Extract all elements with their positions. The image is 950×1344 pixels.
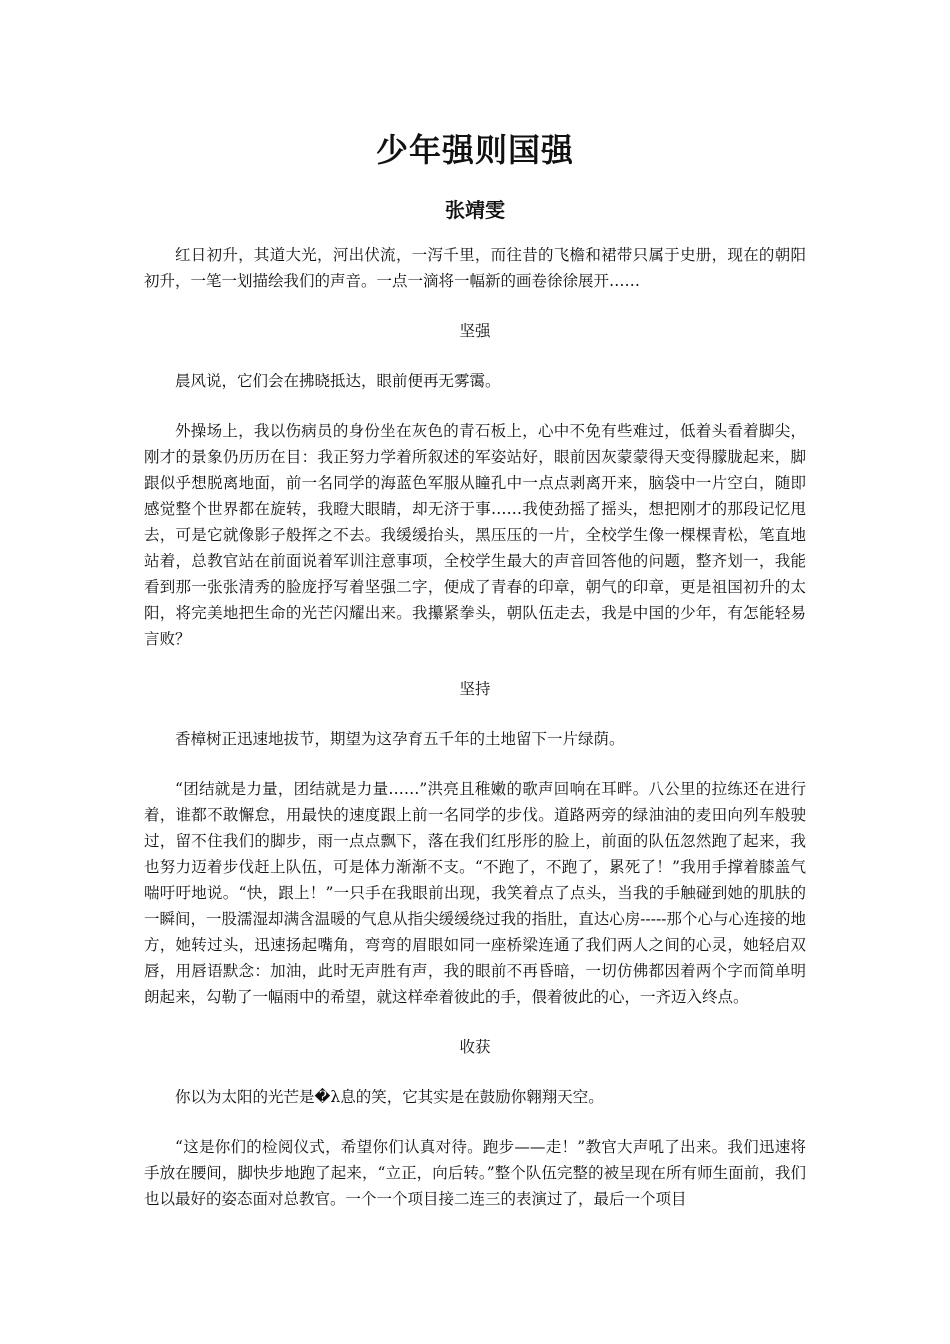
section-heading-shouhuo: 收获 bbox=[459, 1038, 491, 1056]
document-author: 张靖雯 bbox=[445, 198, 505, 222]
paragraph: 外操场上，我以伤病员的身份坐在灰色的青石板上，心中不免有些难过，低着头看着脚尖，刚才的景象仍历历在目：我正努力学着所叙述的军姿站好，眼前因灰蒙蒙得天变得朦胧起来，脚跟似乎想脱离地面，前一名同学的海蓝色军服从瞳孔中一点点剥离开来，脑袋中一片空白，随即感觉整个世界都在旋转，我瞪大眼睛，却无济于事……我使劲摇了摇头，想把刚才的那段记忆甩去，可是它就像影子般挥之不去。我缓缓抬头，黑压压的一片，全校学生像一棵棵青松，笔直地站着，总教官站在前面说着军训注意事项，全校学生最大的声音回答他的问题，整齐划一，我能看到那一张张清秀的脸庞抒写着坚强二字，便成了青春的印章，朝气的印章，更是祖国初升的太阳，将完美地把生命的光芒闪耀出来。我攥紧拳头，朝队伍走去，我是中国的少年，有怎能轻易言败？ bbox=[144, 422, 806, 648]
document-body bbox=[144, 242, 806, 1236]
paragraph: 你以为太阳的光芒是�λ息的笑，它其实是在鼓励你翱翔天空。 bbox=[175, 1088, 604, 1106]
section-heading-jianqiang: 坚强 bbox=[459, 322, 491, 340]
paragraph: “这是你们的检阅仪式，希望你们认真对待。跑步——走！”教官大声吼了出来。我们迅速将手放在腰间，脚快步地跑了起来，“立正，向后转。”整个队伍完整的被呈现在所有师生面前，我们也以最好的姿态面对总教官。一个一个项目接二连三的表演过了，最后一个项目 bbox=[144, 1138, 806, 1208]
paragraph: “团结就是力量，团结就是力量……”洪亮且稚嫩的歌声回响在耳畔。八公里的拉练还在进行着，谁都不敢懈怠，用最快的速度跟上前一名同学的步伐。道路两旁的绿油油的麦田向列车般驶过，留不住我们的脚步，雨一点点飘下，落在我们红彤彤的脸上，前面的队伍忽然跑了起来，我也努力迈着步伐赶上队伍，可是体力渐渐不支。“不跑了，不跑了，累死了！”我用手撑着膝盖气喘吁吁地说。“快，跟上！”一只手在我眼前出现，我笑着点了点头，当我的手触碰到她的肌肤的一瞬间，一股濡湿却满含温暖的气息从指尖缓缓绕过我的指肚，直达心房-----那个心与心连接的地方，她转过头，迅速扬起嘴角，弯弯的眉眼如同一座桥梁连通了我们两人之间的心灵，她轻启双唇，用唇语默念：加油，此时无声胜有声，我的眼前不再昏暗，一切仿佛都因着两个字而简单明朗起来，勾勒了一幅雨中的希望，就这样牵着彼此的手，偎着彼此的心，一齐迈入终点。 bbox=[144, 780, 806, 1006]
document-title: 少年强则国强 bbox=[375, 131, 574, 169]
section-heading-jianchi: 坚持 bbox=[459, 680, 491, 698]
paragraph: 晨风说，它们会在拂晓抵达，眼前便再无雾霭。 bbox=[175, 372, 501, 390]
paragraph: 香樟树正迅速地拔节，期望为这孕育五千年的土地留下一片绿荫。 bbox=[175, 730, 625, 748]
intro-paragraph: 红日初升，其道大光，河出伏流，一泻千里，而往昔的飞檐和裙带只属于史册，现在的朝阳初升，一笔一划描绘我们的声音。一点一滴将一幅新的画卷徐徐展开…… bbox=[144, 246, 806, 290]
